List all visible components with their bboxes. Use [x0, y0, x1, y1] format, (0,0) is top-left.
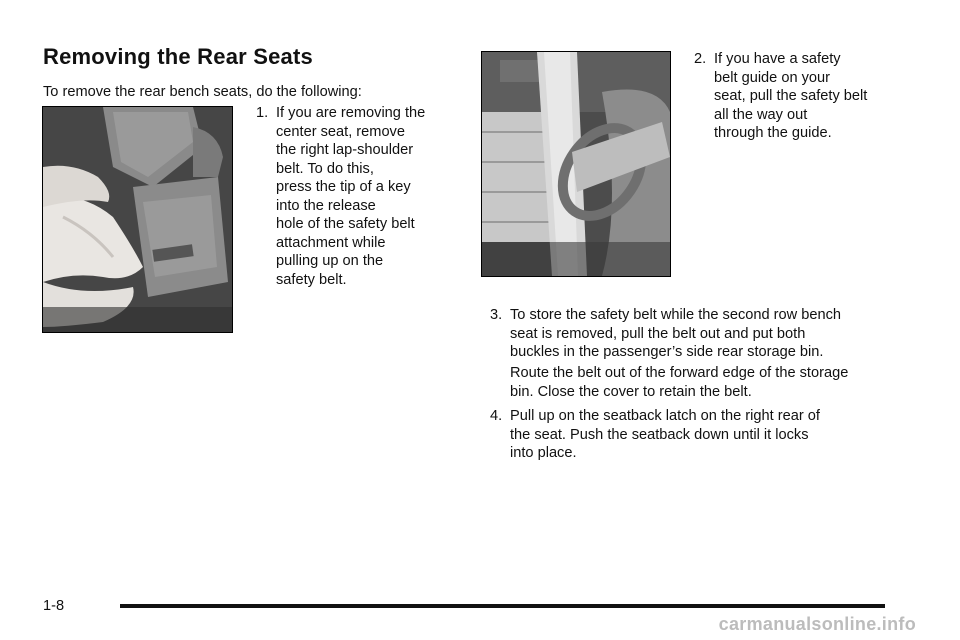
step-1-number: 1. [256, 105, 269, 121]
step-4-number: 4. [490, 408, 503, 424]
step-1-text: If you are removing the center seat, remove the right lap-shoulder belt. To do this, press the tip of a key into the release hole of the safety belt attachment while pulling up on the safety belt. [276, 105, 426, 288]
step-3-number: 3. [490, 307, 503, 323]
photo-belt-guide-graphic [482, 52, 670, 276]
photo-key-release-graphic [43, 107, 232, 332]
page-number: 1-8 [43, 598, 65, 614]
step-3-note: Route the belt out of the forward edge of the storage bin. Close the cover to retain the belt. [510, 365, 849, 400]
photo-belt-guide [481, 51, 671, 277]
step-4 [490, 407, 910, 463]
footer-rule [120, 604, 885, 608]
step-4-text: Pull up on the seatback latch on the right rear of the seat. Push the seatback down until it locks into place. [510, 408, 820, 461]
step-2-number: 2. [694, 51, 707, 67]
step-3 [490, 306, 910, 362]
intro-text: To remove the rear bench seats, do the following: [43, 84, 362, 100]
photo-key-release-belt [42, 106, 233, 333]
step-1 [256, 104, 466, 289]
step-2-text: If you have a safety belt guide on your seat, pull the safety belt all the way out through the guide. [714, 51, 868, 141]
step-2 [694, 50, 914, 143]
step-3-text: To store the safety belt while the second row bench seat is removed, pull the belt out and put both buckles in the passenger’s side rear storage bin. [510, 307, 841, 360]
footer-watermark: carmanualsonline.info [718, 614, 916, 634]
page-title: Removing the Rear Seats [43, 44, 313, 69]
